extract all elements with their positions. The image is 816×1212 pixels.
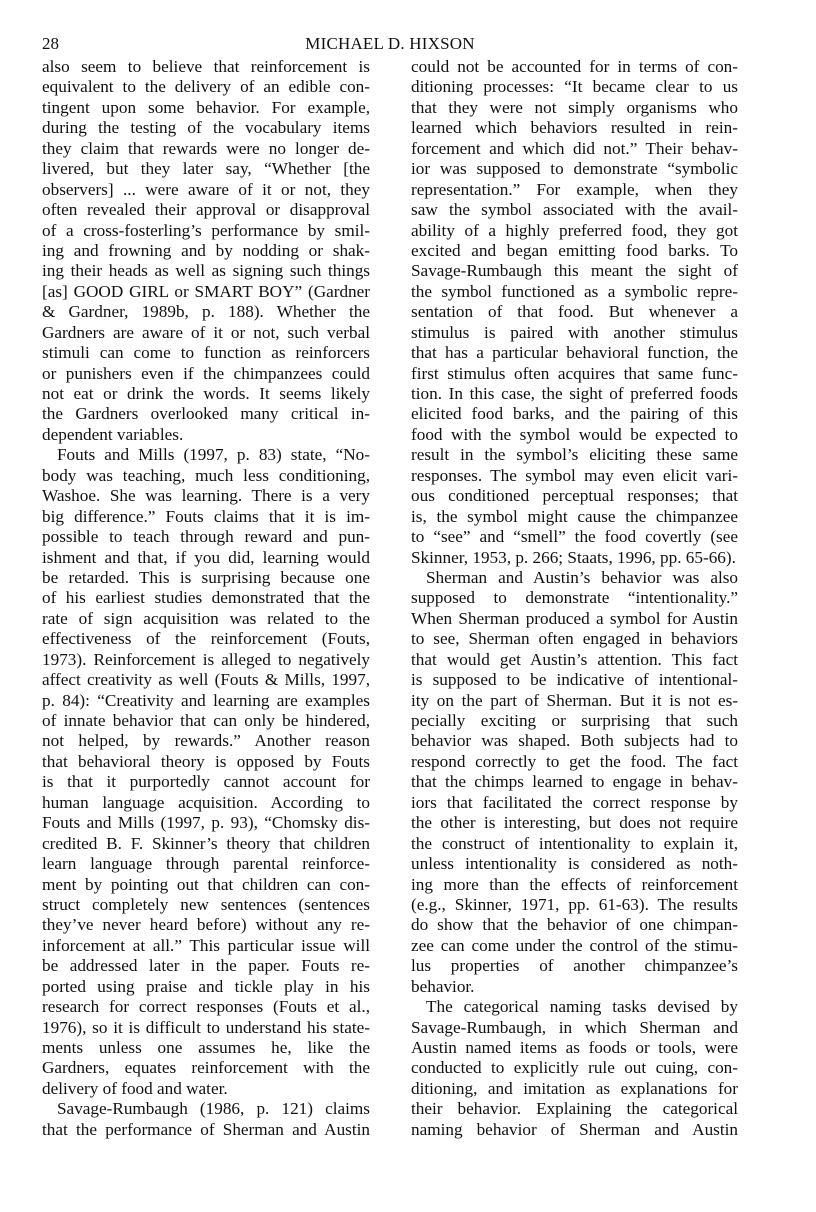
- text-line: that would get Austin’s attention. This fact: [411, 649, 738, 669]
- text-line: to see, Sherman often engaged in behaviors: [411, 629, 738, 649]
- text-line: that the performance of Sherman and Austin: [42, 1119, 370, 1139]
- text-line: not eat or drink the words. It seems likely: [42, 384, 370, 403]
- text-line: human language acquisition. According to: [42, 792, 370, 812]
- text-line: Gardners, equates reinforcement with the: [42, 1058, 370, 1078]
- text-line: is, the symbol might cause the chimpanzee: [411, 506, 738, 526]
- text-line: 1976), so it is difficult to understand his state-: [42, 1017, 370, 1037]
- text-line: forcement and which did not.” Their behav-: [411, 138, 738, 158]
- text-line: be addressed later in the paper. Fouts re-: [42, 956, 370, 976]
- text-line: they’ve never heard before) without any re-: [42, 915, 370, 935]
- text-line: ing their heads as well as signing such things: [42, 261, 370, 281]
- text-line: credited B. F. Skinner’s theory that children: [42, 833, 370, 853]
- text-line: elicited food barks, and the pairing of this: [411, 404, 738, 424]
- text-line: not helped, by rewards.” Another reason: [42, 731, 370, 751]
- text-line: ing and frowning and by nodding or shak-: [42, 240, 370, 260]
- text-line: possible to teach through reward and pun-: [42, 527, 370, 547]
- text-line: rate of sign acquisition was related to the: [42, 608, 370, 628]
- text-line: to “see” and “smell” the food covertly (see: [411, 527, 738, 547]
- text-line: When Sherman produced a symbol for Austin: [411, 608, 738, 628]
- text-line: or punishers even if the chimpanzees could: [42, 363, 370, 383]
- text-line: learn language through parental reinforce-: [42, 854, 370, 874]
- text-line: livered, but they later say, “Whether [the: [42, 159, 370, 179]
- text-line: effectiveness of the reinforcement (Fouts,: [42, 629, 370, 649]
- text-column-right: [411, 57, 738, 1140]
- text-line: representation.” For example, when they: [411, 179, 738, 199]
- text-line: Washoe. She was learning. There is a very: [42, 486, 370, 506]
- text-line: struct completely new sentences (sentences: [42, 894, 370, 914]
- text-line: saw the symbol associated with the avail-: [411, 200, 738, 220]
- text-line: during the testing of the vocabulary items: [42, 118, 370, 138]
- text-line: is that it purportedly cannot account for: [42, 772, 370, 792]
- text-line: ing more than the effects of reinforcement: [411, 874, 738, 894]
- text-line: that they were not simply organisms who: [411, 97, 738, 117]
- text-line: the other is interesting, but does not require: [411, 813, 738, 833]
- text-line: [as] GOOD GIRL or SMART BOY” (Gardner: [42, 281, 370, 301]
- running-head: [42, 33, 738, 55]
- text-line: behavior was shaped. Both subjects had to: [411, 731, 738, 751]
- text-line: result in the symbol’s eliciting these same: [411, 445, 738, 465]
- text-line: the symbol functioned as a symbolic repre-: [411, 281, 738, 301]
- text-line: inforcement at all.” This particular issue will: [42, 935, 370, 955]
- text-line: ior was supposed to demonstrate “symbolic: [411, 159, 738, 179]
- text-column-left: [42, 57, 370, 1140]
- text-line: ported using praise and tickle play in his: [42, 976, 370, 996]
- text-line: excited and began emitting food barks. To: [411, 240, 738, 260]
- text-line: body was teaching, much less conditioning,: [42, 465, 370, 485]
- text-line: they claim that rewards were no longer de-: [42, 138, 370, 158]
- text-line: conducted to explicitly rule out cuing, con-: [411, 1058, 738, 1078]
- text-line: the construct of intentionality to explain it,: [411, 833, 738, 853]
- text-line: ditioning processes: “It became clear to us: [411, 77, 738, 97]
- text-line: lus properties of another chimpanzee’s: [411, 956, 738, 976]
- text-line: their behavior. Explaining the categorical: [411, 1099, 738, 1119]
- text-line: supposed to demonstrate “intentionality.”: [411, 588, 738, 608]
- text-line: tingent upon some behavior. For example,: [42, 97, 370, 117]
- running-title: MICHAEL D. HIXSON: [305, 34, 475, 53]
- text-line: tion. In this case, the sight of preferred foods: [411, 384, 738, 403]
- text-line: research for correct responses (Fouts et al.,: [42, 997, 370, 1017]
- text-line: be retarded. This is surprising because one: [42, 567, 370, 587]
- text-line: is supposed to be indicative of intentional-: [411, 670, 738, 690]
- text-line: pecially exciting or surprising that such: [411, 711, 738, 730]
- text-line: also seem to believe that reinforcement is: [42, 57, 370, 76]
- text-line: & Gardner, 1989b, p. 188). Whether the: [42, 302, 370, 322]
- text-line: respond correctly to get the food. The fact: [411, 751, 738, 771]
- text-line: Gardners are aware of it or not, such verbal: [42, 322, 370, 342]
- text-line: big difference.” Fouts claims that it is im-: [42, 506, 370, 526]
- text-line: responses. The symbol may even elicit vari-: [411, 465, 738, 485]
- text-line: Austin named items as foods or tools, were: [411, 1038, 738, 1057]
- text-line: learned which behaviors resulted in rein-: [411, 118, 738, 138]
- text-line: of a cross-fosterling’s performance by smil-: [42, 220, 370, 240]
- text-line: Savage-Rumbaugh this meant the sight of: [411, 261, 738, 281]
- text-line: ditioning, and imitation as explanations for: [411, 1078, 738, 1098]
- text-line: stimuli can come to function as reinforcers: [42, 343, 370, 363]
- text-line: do show that the behavior of one chimpan-: [411, 915, 738, 935]
- text-line: often revealed their approval or disapproval: [42, 200, 370, 220]
- text-line: Savage-Rumbaugh, in which Sherman and: [411, 1017, 738, 1037]
- paragraph-first-line: Fouts and Mills (1997, p. 83) state, “No-: [57, 445, 370, 465]
- page-number: 28: [42, 34, 59, 53]
- text-line: first stimulus often acquires that same func-: [411, 363, 738, 383]
- text-line: Skinner, 1953, p. 266; Staats, 1996, pp. 65-66).: [411, 547, 736, 567]
- text-line: behavior.: [411, 976, 475, 996]
- text-line: (e.g., Skinner, 1971, pp. 61-63). The results: [411, 894, 738, 914]
- text-line: equivalent to the delivery of an edible con-: [42, 77, 370, 97]
- text-line: food with the symbol would be expected to: [411, 424, 738, 444]
- text-line: stimulus is paired with another stimulus: [411, 322, 738, 342]
- paragraph-first-line: The categorical naming tasks devised by: [426, 997, 738, 1017]
- text-line: that the chimps learned to engage in behav-: [411, 772, 738, 792]
- text-line: 1973). Reinforcement is alleged to negatively: [42, 649, 370, 669]
- text-line: unless intentionality is considered as noth-: [411, 854, 738, 874]
- text-line: ments unless one assumes he, like the: [42, 1038, 370, 1057]
- paragraph-first-line: Sherman and Austin’s behavior was also: [426, 567, 738, 587]
- text-line: ishment and that, if you did, learning would: [42, 547, 370, 567]
- text-line: Fouts and Mills (1997, p. 93), “Chomsky dis-: [42, 813, 370, 833]
- text-line: iors that facilitated the correct response by: [411, 792, 738, 812]
- text-line: ment by pointing out that children can con-: [42, 874, 370, 894]
- text-line: ity on the part of Sherman. But it is not es-: [411, 690, 738, 710]
- text-line: observers] ... were aware of it or not, they: [42, 179, 370, 199]
- text-line: ous conditioned perceptual responses; that: [411, 486, 738, 506]
- text-line: of his earliest studies demonstrated that the: [42, 588, 370, 608]
- paragraph-first-line: Savage-Rumbaugh (1986, p. 121) claims: [57, 1099, 370, 1119]
- text-line: naming behavior of Sherman and Austin: [411, 1119, 738, 1139]
- text-line: sentation of that food. But whenever a: [411, 302, 738, 322]
- text-line: could not be accounted for in terms of con-: [411, 57, 738, 76]
- text-line: that has a particular behavioral function, the: [411, 343, 738, 363]
- text-line: ability of a highly preferred food, they got: [411, 220, 738, 240]
- text-line: of innate behavior that can only be hindered,: [42, 711, 370, 730]
- text-line: the Gardners overlooked many critical in-: [42, 404, 370, 424]
- text-line: delivery of food and water.: [42, 1078, 228, 1098]
- text-line: dependent variables.: [42, 424, 184, 444]
- text-line: that behavioral theory is opposed by Fouts: [42, 751, 370, 771]
- text-line: p. 84): “Creativity and learning are examples: [42, 690, 370, 710]
- text-line: zee can come under the control of the stimu-: [411, 935, 738, 955]
- text-line: affect creativity as well (Fouts & Mills, 1997,: [42, 670, 370, 690]
